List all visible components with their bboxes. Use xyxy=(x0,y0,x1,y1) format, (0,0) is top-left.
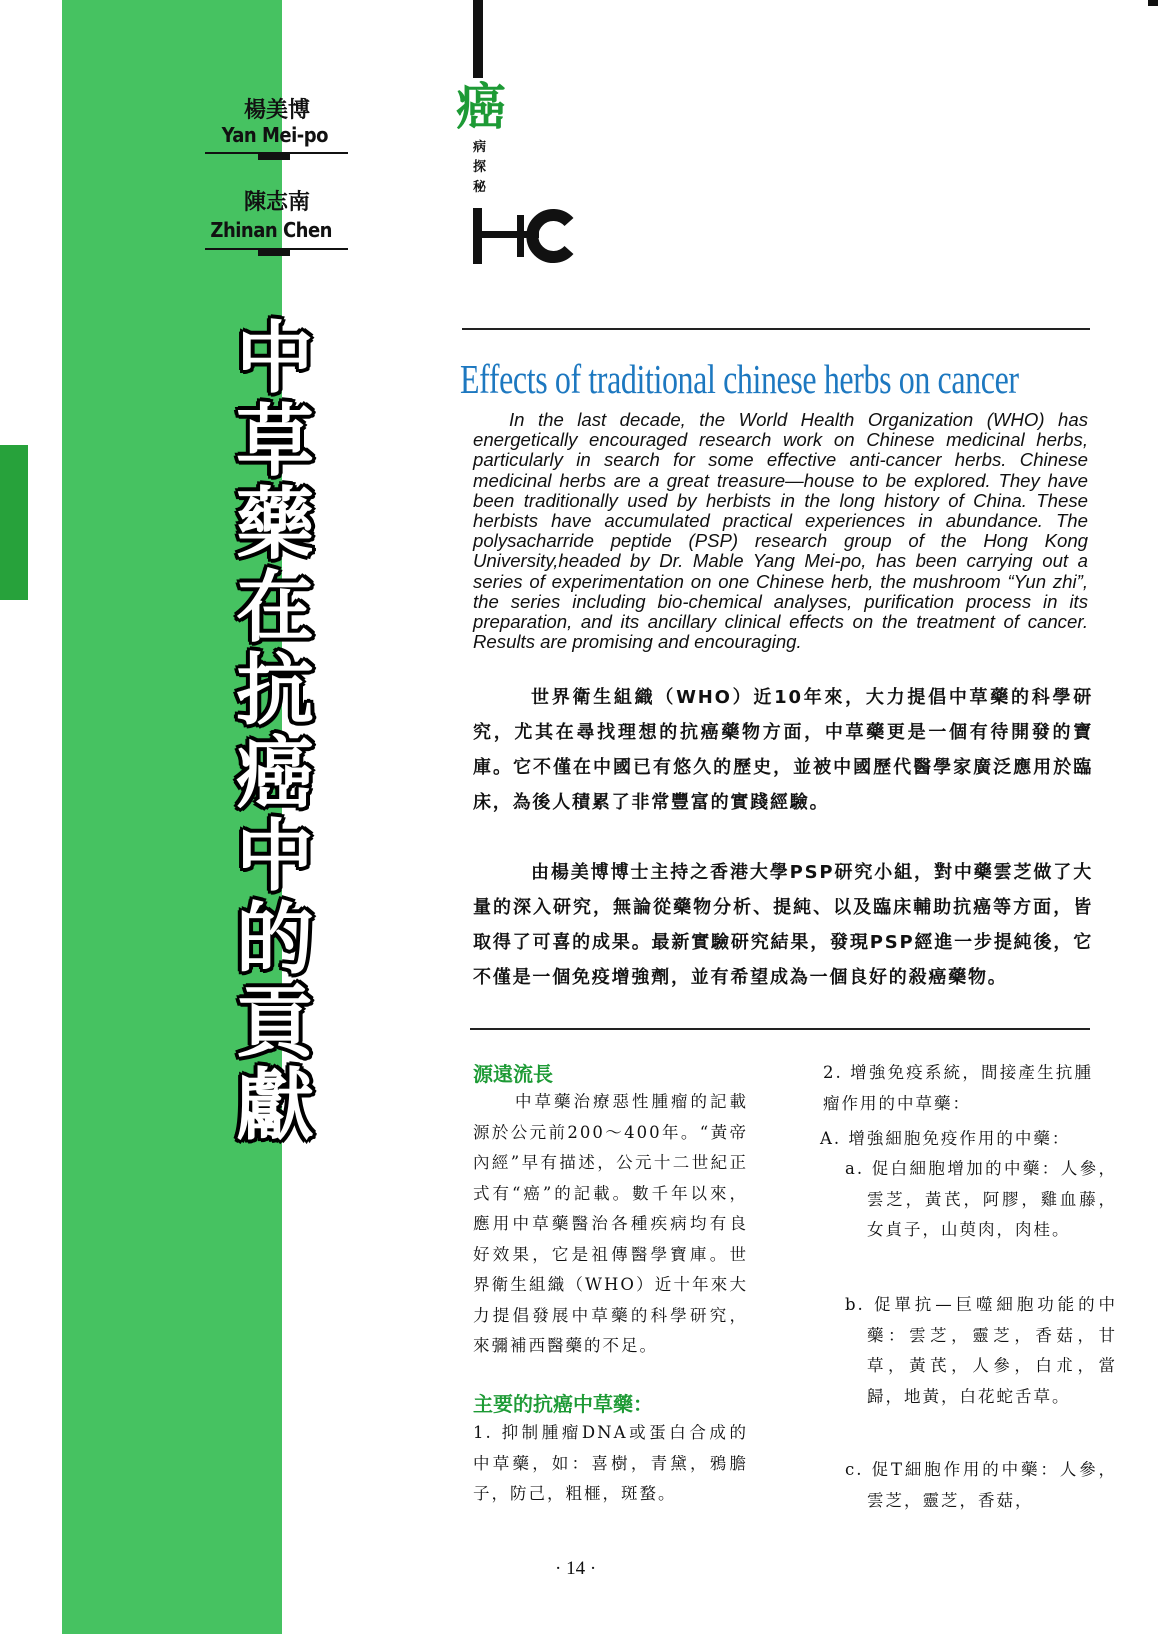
herb-item-2A: A. 增強細胞免疫作用的中藥： xyxy=(820,1129,1071,1148)
herb-item-2b: b. 促單抗—巨噬細胞功能的中藥：雲芝，靈芝，香菇，甘草，黃芪，人參，白朮，當歸，地黃，白花蛇舌草。 xyxy=(845,1295,1117,1406)
title-char: 中 xyxy=(235,812,314,902)
author-2-name-en: Zhinan Chen xyxy=(210,218,332,242)
herb-item-1: 1. 抑制腫瘤DNA或蛋白合成的中草藥，如：喜樹，青黛，鴉膽子，防己，粗榧，斑蝥。 xyxy=(473,1423,748,1503)
intro-cn-para-1: 世界衛生組織（WHO）近10年來，大力提倡中草藥的科學研究，尤其在尋找理想的抗癌藥物方面，中草藥更是一個有待開發的寶庫。它不僅在中國已有悠久的歷史，並被中國歷代醫學家廣泛應用於臨床，為後人積累了非常豐富的實踐經驗。 xyxy=(473,687,1093,813)
mid-divider xyxy=(470,1028,1090,1030)
top-divider xyxy=(462,328,1090,330)
title-char: 癌 xyxy=(235,729,314,819)
herb-item-2a: a. 促白細胞增加的中藥：人參，雲芝，黃芪，阿膠，雞血藤，女貞子，山萸肉，肉桂。 xyxy=(845,1159,1117,1239)
title-char: 貢 xyxy=(235,978,314,1068)
title-char: 中 xyxy=(235,314,314,404)
intro-cn-para-2: 由楊美博博士主持之香港大學PSP研究小組，對中藥雲芝做了大量的深入研究，無論從藥物分析、提純、以及臨床輔助抗癌等方面，皆取得了可喜的成果。最新實驗研究結果，發現PSP經進一步提純後，它不僅是一個免疫增強劑，並有希望成為一個良好的殺癌藥物。 xyxy=(473,862,1093,988)
title-char: 抗 xyxy=(235,646,314,736)
author-1-name-cn: 楊美博 xyxy=(243,98,310,123)
title-en: Effects of traditional chinese herbs on cancer xyxy=(460,356,1019,402)
edge-tab xyxy=(0,445,28,600)
section-logo-char: 癌 xyxy=(456,78,506,136)
heading-main-herbs: 主要的抗癌中草藥： xyxy=(473,1392,653,1416)
title-cn-vertical xyxy=(220,314,330,1151)
origins-paragraph: 中草藥治療惡性腫瘤的記載源於公元前200～400年。“黃帝內經”早有描述，公元十二世紀正式有“癌”的記載。數千年以來，應用中草藥醫治各種疾病均有良好效果，它是祖傳醫學寶庫。世界衛生組織（WHO）近十年來大力提倡發展中草藥的科學研究，來彌補西醫藥的不足。 xyxy=(473,1092,748,1355)
section-logo-hc xyxy=(473,208,583,264)
author-1-rule-tab xyxy=(258,154,290,160)
author-1-name-en: Yan Mei-po xyxy=(221,123,328,147)
title-char: 在 xyxy=(235,563,314,653)
title-char: 草 xyxy=(235,397,314,487)
herb-item-2c: c. 促T細胞作用的中藥：人參，雲芝，靈芝，香菇， xyxy=(845,1460,1117,1510)
abstract-en: In the last decade, the World Health Organization (WHO) has energetically encouraged research work on Chinese medicinal herbs, particularly in search for some effective anti-cancer herbs. Chinese medicinal herbs are a great treasure—house to be explored. They have been traditionally used by herbists in the long history of China. These herbists have accumulated practical experiences in abundance. The polysacharride peptide (PSP) research group of the Hong Kong University,headed by Dr. Mable Yang Mei-po, has been carrying out a series of experimentation on one Chinese herb, the mushroom “Yun zhi”, the series including bio-chemical analyses, purification process in its preparation, and its ancillary clinical effects on the treatment of cancer. Results are promising and encouraging. xyxy=(473,409,1088,653)
author-2-name-cn: 陳志南 xyxy=(243,190,310,215)
herb-item-2: 2. 增強免疫系統，間接產生抗腫瘤作用的中草藥： xyxy=(823,1063,1093,1113)
title-char: 獻 xyxy=(235,1061,314,1151)
title-char: 藥 xyxy=(235,480,314,570)
section-logo-sub-3: 秘 xyxy=(473,180,487,195)
author-2-rule-tab xyxy=(258,250,290,256)
heading-origins: 源遠流長 xyxy=(473,1062,553,1086)
title-char: 的 xyxy=(235,895,314,985)
section-logo-sub-1: 病 xyxy=(473,140,487,155)
corner-mark xyxy=(1148,0,1158,6)
page-number: · 14 · xyxy=(555,1558,597,1579)
section-logo-sub-2: 探 xyxy=(473,160,487,175)
logo-bar xyxy=(473,0,483,78)
